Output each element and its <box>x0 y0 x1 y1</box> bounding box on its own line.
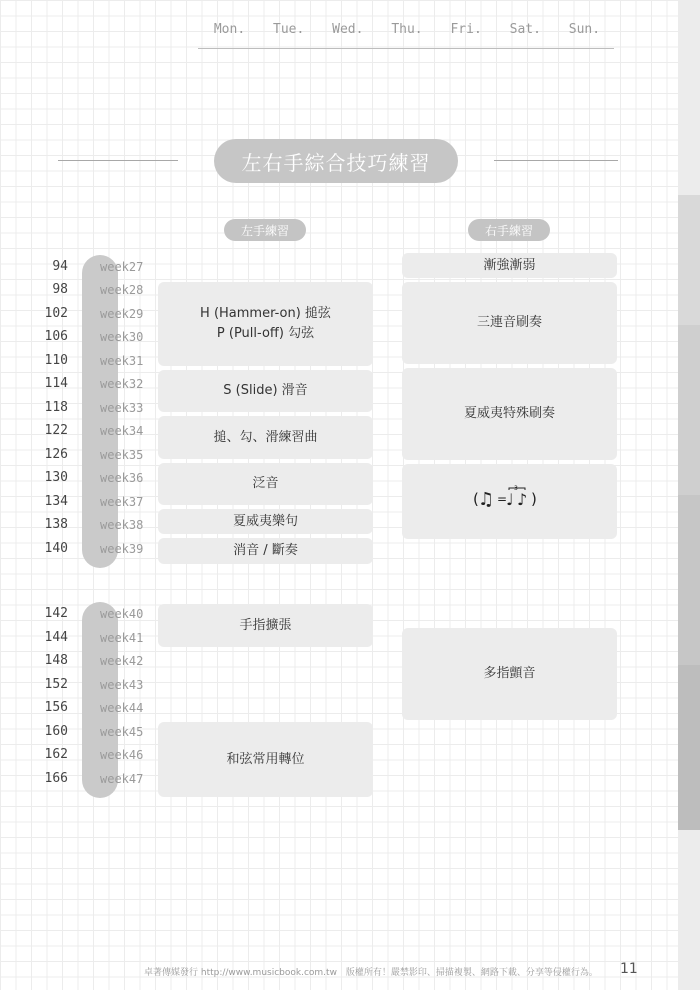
page-ref: 126 <box>44 447 68 462</box>
svg-text:3: 3 <box>513 485 518 492</box>
weekday-tue: Tue. <box>273 22 305 37</box>
table-row <box>0 374 160 394</box>
left-block-chord-inversions <box>158 722 373 797</box>
page-ref: 152 <box>44 677 68 692</box>
side-tab-4 <box>678 495 700 665</box>
table-row <box>0 745 160 765</box>
page-ref: 142 <box>44 606 68 621</box>
page-ref: 160 <box>44 724 68 739</box>
table-row <box>0 280 160 300</box>
table-row <box>0 651 160 671</box>
table-row <box>0 769 160 789</box>
left-block-muting <box>158 538 373 564</box>
table-row <box>0 698 160 718</box>
page-ref: 106 <box>44 329 68 344</box>
side-tab-3 <box>678 325 700 495</box>
page-ref: 140 <box>44 541 68 556</box>
table-row <box>0 628 160 648</box>
week-label: week30 <box>100 330 144 344</box>
table-row <box>0 351 160 371</box>
week-label: week31 <box>100 354 144 368</box>
left-block-hawaiian-licks <box>158 509 373 534</box>
table-row <box>0 421 160 441</box>
block-text: 夏威夷樂句 <box>232 513 298 529</box>
page-ref: 114 <box>44 376 68 391</box>
side-tab-5 <box>678 665 700 830</box>
week-label: week40 <box>100 607 144 621</box>
right-block-swing-rhythm <box>402 464 617 539</box>
week-label: week41 <box>100 631 144 645</box>
table-row <box>0 445 160 465</box>
week-label: week33 <box>100 401 144 415</box>
table-row <box>0 722 160 742</box>
page-ref: 138 <box>44 517 68 532</box>
left-block-etude <box>158 416 373 459</box>
svg-text:): ) <box>530 490 537 508</box>
block-text: 和弦常用轉位 <box>226 751 305 767</box>
title-rule-right <box>494 160 618 161</box>
week-label: week32 <box>100 377 144 391</box>
week-label: week42 <box>100 654 144 668</box>
week-label: week46 <box>100 748 144 762</box>
week-label: week37 <box>100 495 144 509</box>
block-text: 消音 / 斷奏 <box>233 543 298 558</box>
week-label: week34 <box>100 424 144 438</box>
week-label: week45 <box>100 725 144 739</box>
weekday-sat: Sat. <box>509 22 541 37</box>
page-ref: 110 <box>44 353 68 368</box>
right-hand-header: 右手練習 <box>468 219 550 241</box>
table-row <box>0 398 160 418</box>
right-block-triplet-strum <box>402 282 617 364</box>
side-tab-6 <box>678 830 700 990</box>
weekday-sun: Sun. <box>568 22 601 37</box>
right-block-multi-finger-tremolo <box>402 628 617 720</box>
week-label: week39 <box>100 542 144 556</box>
weekday-mon: Mon. <box>213 22 246 37</box>
table-row <box>0 675 160 695</box>
left-block-finger-stretch <box>158 604 373 647</box>
svg-text:(: ( <box>472 490 479 508</box>
week-label: week44 <box>100 701 144 715</box>
weekday-header <box>200 22 614 42</box>
copyright-footer: 卓著傳媒發行 http://www.musicbook.com.tw 版權所有！嚴禁影印、掃描複製、網路下載、分享等侵權行為。 <box>144 968 598 978</box>
left-hand-header: 左手練習 <box>224 219 306 241</box>
page-ref: 122 <box>44 423 68 438</box>
side-tab-1 <box>678 0 700 195</box>
table-row <box>0 604 160 624</box>
page-ref: 94 <box>52 259 68 274</box>
page-ref: 102 <box>44 306 68 321</box>
week-label: week29 <box>100 307 144 321</box>
weekday-underline <box>198 48 614 49</box>
table-row <box>0 539 160 559</box>
left-block-hammer-pull <box>158 282 373 366</box>
weekday-fri: Fri. <box>450 22 482 37</box>
left-block-harmonics <box>158 463 373 505</box>
page-ref: 144 <box>44 630 68 645</box>
week-label: week43 <box>100 678 144 692</box>
page-ref: 162 <box>44 747 68 762</box>
page-ref: 166 <box>44 771 68 786</box>
block-text: 三連音刷奏 <box>476 315 542 330</box>
chapter-side-tabs <box>678 0 700 990</box>
week-label: week36 <box>100 471 144 485</box>
block-text: 手指擴張 <box>239 617 292 633</box>
page-ref: 130 <box>44 470 68 485</box>
table-row <box>0 468 160 488</box>
right-block-hawaiian-strum <box>402 368 617 460</box>
table-row <box>0 515 160 535</box>
block-text: 漸強漸弱 <box>483 257 536 273</box>
weekday-wed: Wed. <box>332 22 364 37</box>
weekday-thu: Thu. <box>391 22 423 37</box>
week-label: week38 <box>100 518 144 532</box>
week-label: week47 <box>100 772 144 786</box>
page-ref: 156 <box>44 700 68 715</box>
block-text: 夏威夷特殊刷奏 <box>463 406 555 421</box>
left-block-slide <box>158 370 373 412</box>
block-text: P (Pull-off) 勾弦 <box>216 326 315 341</box>
block-text: 泛音 <box>252 476 279 491</box>
table-row <box>0 257 160 277</box>
svg-text:♩: ♩ <box>505 490 514 509</box>
page-title: 左右手綜合技巧練習 <box>214 139 458 183</box>
svg-text:=: = <box>496 492 507 506</box>
table-row <box>0 304 160 324</box>
side-tab-2 <box>678 195 700 325</box>
page-ref: 134 <box>44 494 68 509</box>
swing-rhythm-notation-icon <box>473 485 547 518</box>
week-label: week27 <box>100 260 144 274</box>
page-number: 11 <box>620 961 638 977</box>
block-text: S (Slide) 滑音 <box>223 383 308 398</box>
title-rule-left <box>58 160 178 161</box>
table-row <box>0 327 160 347</box>
right-block-dynamics <box>402 253 617 278</box>
week-label: week35 <box>100 448 144 462</box>
block-text: 多指顫音 <box>483 666 536 681</box>
page-ref: 148 <box>44 653 68 668</box>
page-ref: 118 <box>44 400 68 415</box>
week-label: week28 <box>100 283 144 297</box>
block-text: 搥、勾、滑練習曲 <box>213 429 318 445</box>
svg-text:♫: ♫ <box>477 489 494 510</box>
page-ref: 98 <box>52 282 68 297</box>
table-row <box>0 492 160 512</box>
svg-text:♪: ♪ <box>516 490 527 509</box>
block-text: H (Hammer-on) 搥弦 <box>200 306 331 321</box>
